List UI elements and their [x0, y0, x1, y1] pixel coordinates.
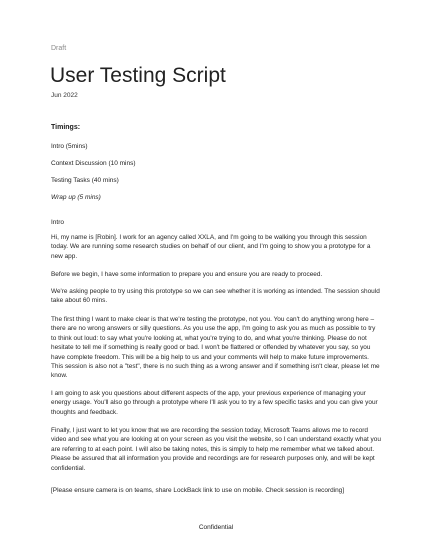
document-date: Jun 2022	[51, 92, 78, 99]
intro-paragraph: The first thing I want to make clear is that we're testing the prototype, not you. You can't do anything wrong here – there are no wrong answers or silly questions. As you use the app, I'm going to ask you as much as possible to try to think out loud: to say what you're looking at, what you're trying to do, and what you're thinking. Please do not hesitate to tell me if something is really good or bad. I won't be flattered or offended by whatever you say, so you have complete freedom. This will be a big help to us and your comments will help to make future improvements. This session is also not a "test", there is no such thing as a wrong answer and if something isn't clear, please let me know.	[51, 316, 380, 380]
timings-heading: Timings:	[51, 124, 81, 131]
timing-item: Testing Tasks (40 mins)	[51, 177, 119, 184]
timing-item: Wrap up (5 mins)	[51, 194, 101, 201]
intro-paragraph: Hi, my name is [Robin]. I work for an agency called XXLA, and I'm going to be walking you through this session today. We are running some research studies on behalf of our client, and I'm going to show you a prototype for a new app.	[51, 234, 371, 260]
footer-confidential: Confidential	[198, 524, 234, 531]
instruction-note: [Please ensure camera is on teams, share LockBack link to use on mobile. Check session is recording]	[51, 487, 345, 494]
intro-paragraph: Finally, I just want to let you know that we are recording the session today, Microsoft Teams allows me to record video and see what you are looking at on your screen as you visit the website, so I can understand exactly what you are referring to at each point. I will also be taking notes, this is simply to help me remember what we talked about. Please be assured that all information you provide and recordings are for research purposes only, and will be kept confidential.	[51, 427, 381, 472]
section-heading: Intro	[51, 219, 65, 226]
document-title: User Testing Script	[50, 64, 226, 87]
draft-label: Draft	[51, 45, 67, 52]
timing-item: Intro (5mins)	[51, 143, 88, 150]
intro-paragraph: We're asking people to try using this prototype so we can see whether it is working as intended. The session should take about 60 mins.	[51, 288, 380, 305]
intro-paragraph: I am going to ask you questions about different aspects of the app, your previous experience of managing your energy usage. You'll also go through a prototype where I'll ask you to try a few specific tasks and you can give your thoughts and feedback.	[51, 390, 378, 416]
timing-item: Context Discussion (10 mins)	[51, 160, 136, 167]
intro-paragraph: Before we begin, I have some information to prepare you and ensure you are ready to proceed.	[51, 271, 323, 278]
